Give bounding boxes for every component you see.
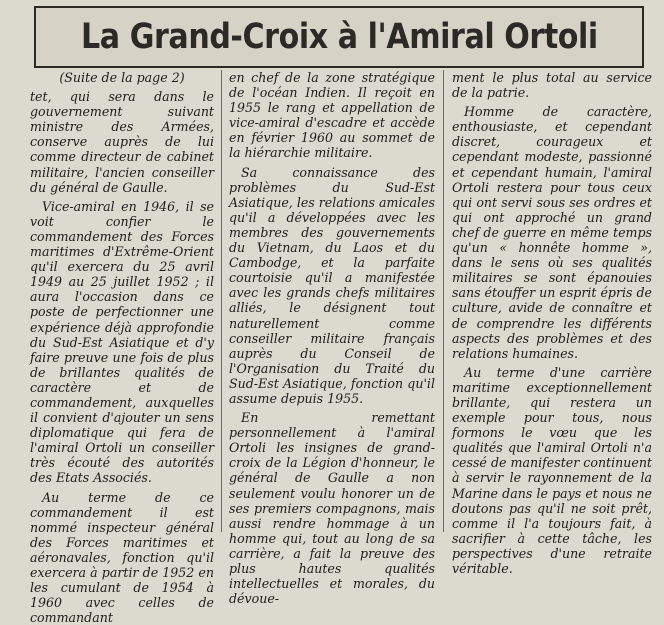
headline: La Grand-Croix à l'Amiral Ortoli bbox=[80, 17, 598, 57]
article-column-2 bbox=[229, 70, 436, 607]
paragraph: ment le plus total au service de la patrie. bbox=[452, 70, 652, 101]
column-divider bbox=[443, 70, 444, 532]
paragraph: Vice-amiral en 1946, il se voit confier le commandement des Forces maritimes d'Extrême-Orient qu'il exercera du 25 avril 1949 au 25 juillet 1952 ; il aura l'occasion dans ce poste de perfectionner une expérience déjà approfondie du Sud-Est Asiatique et d'y faire preuve une fois de plus de brillantes qualités de caractère et de commandement, auxquelles il convient d'ajouter un sens diplomatique qui fera de l'amiral Ortoli un conseiller très écouté des autorités des Etats Associés. bbox=[30, 198, 214, 486]
paragraph: Homme de caractère, enthousiaste, et cependant discret, courageux et cependant modeste, passionné et cependant humain, l'amiral Ortoli restera pour tous ceux qui ont servi sous ses ordres et qui ont approché un grand chef de guerre en même temps qu'un « honnête homme », dans le sens où ses qualités militaires se sont épanouies sans étouffer un esprit épris de culture, avide de connaître et de comprendre les différents aspects des problèmes et des relations humaines. bbox=[452, 104, 653, 361]
headline-box bbox=[34, 6, 644, 68]
paragraph: En remettant personnellement à l'amiral Ortoli les insignes de grand-croix de la Légion d'honneur, le général de Gaulle a non seulement voulu honorer un de ses premiers compagnons, mais aussi rendre hommage à un homme qui, tout au long de sa carrière, a fait la preuve des plus hautes qualités intellectuelles et morales, du dévoue- bbox=[229, 410, 435, 607]
paragraph: Au terme d'une carrière maritime exceptionnellement brillante, qui restera un exemple pour tous, nous formons le vœu que les qualités que l'amiral Ortoli n'a cessé de manifester continuent à servir le rayonnement de la Marine dans le pays et nous ne doutons pas qu'il ne soit prêt, comme il l'a toujours fait, à sacrifier à cette tâche, les perspectives d'une retraite véritable. bbox=[452, 364, 652, 576]
article-column-1 bbox=[30, 70, 214, 625]
continued-from-note: (Suite de la page 2) bbox=[59, 70, 185, 85]
paragraph: Sa connaissance des problèmes du Sud-Est Asiatique, les relations amicales qu'il a développées avec les membres des gouvernements du Vietnam, du Laos et du Cambodge, et la parfaite courtoisie qu'il a manifestée avec les grands chefs militaires alliés, le désignent tout naturellement comme conseiller militaire français auprès du Conseil de l'Organisation du Traité du Sud-Est Asiatique, fonction qu'il assume depuis 1955. bbox=[229, 164, 436, 406]
paragraph: tet, qui sera dans le gouvernement suivant ministre des Armées, conserve auprès de lui comme directeur de cabinet militaire, l'ancien conseiller du général de Gaulle. bbox=[30, 89, 214, 195]
article-column-3 bbox=[452, 70, 653, 576]
paragraph: en chef de la zone stratégique de l'océan Indien. Il reçoit en 1955 le rang et appellation de vice-amiral d'escadre et accède en février 1960 au sommet de la hiérarchie militaire. bbox=[229, 70, 435, 161]
paragraph: Au terme de ce commandement il est nommé inspecteur général des Forces maritimes et aéronavales, fonction qu'il exercera à partir de 1952 en les cumulant de 1954 à 1960 avec celles de commandant bbox=[30, 489, 214, 625]
column-divider bbox=[221, 70, 222, 532]
